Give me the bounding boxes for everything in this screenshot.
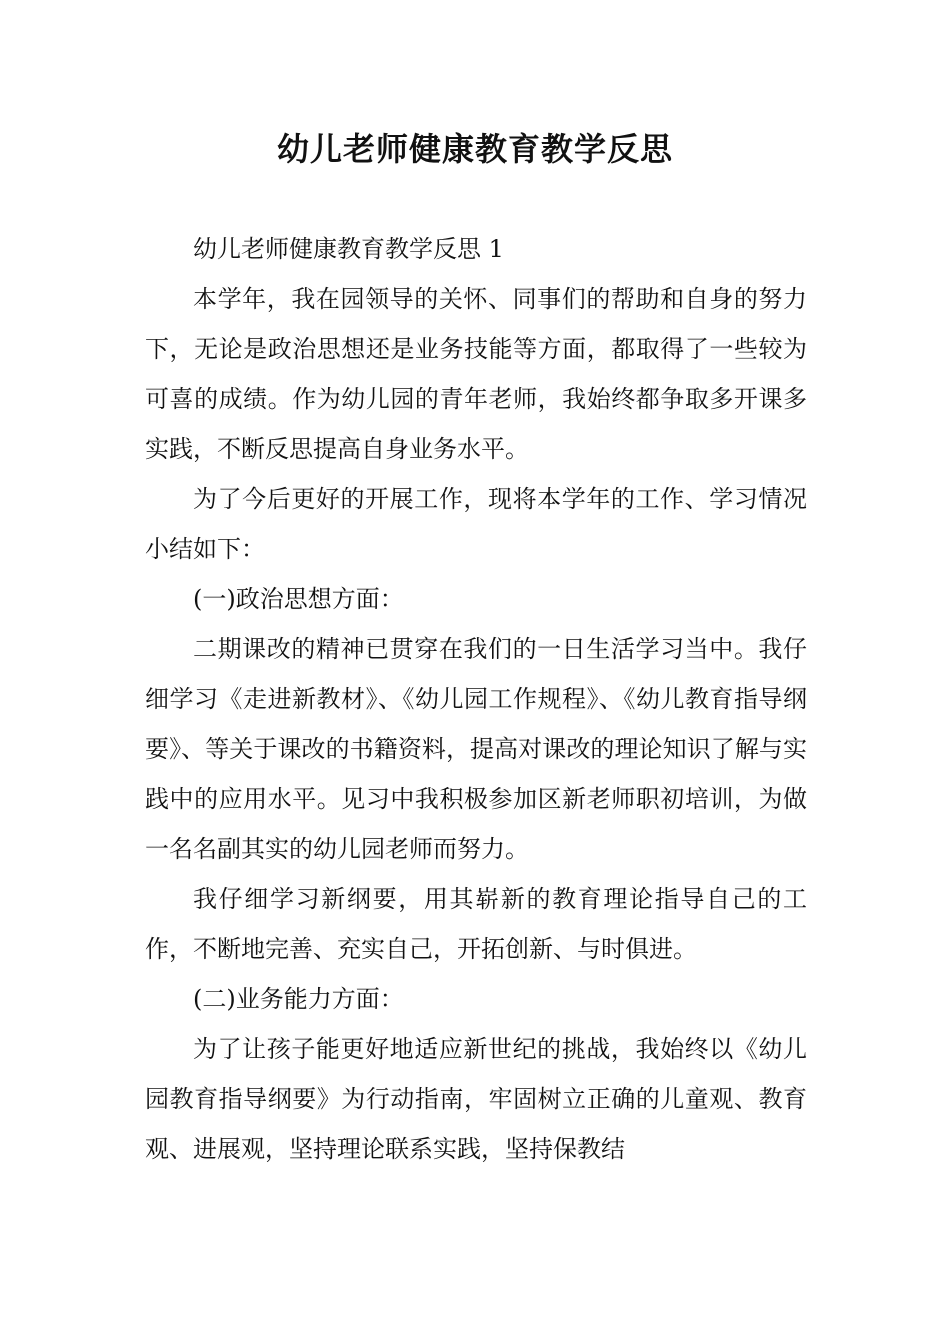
body-paragraph: 我仔细学习新纲要，用其崭新的教育理论指导自己的工作，不断地完善、充实自己，开拓创新、与时俱进。 [145,885,807,963]
document-title: 幼儿老师健康教育教学反思 [276,130,673,168]
subsection-heading: (一)政治思想方面： [193,585,404,613]
body-paragraph: 为了让孩子能更好地适应新世纪的挑战，我始终以《幼儿园教育指导纲要》为行动指南，牢固树立正确的儿童观、教育观、进展观，坚持理论联系实践，坚持保教结 [145,1035,807,1163]
body-paragraph: 二期课改的精神已贯穿在我们的一日生活学习当中。我仔细学习《走进新教材》、《幼儿园工作规程》、《幼儿教育指导纲要》、等关于课改的书籍资料，提高对课改的理论知识了解与实践中的应用水平。见习中我积极参加区新老师职初培训，为做一名名副其实的幼儿园老师而努力。 [145,635,807,863]
body-paragraph: 本学年，我在园领导的关怀、同事们的帮助和自身的努力下，无论是政治思想还是业务技能等方面，都取得了一些较为可喜的成绩。作为幼儿园的青年老师，我始终都争取多开课多实践，不断反思提高自身业务水平。 [145,285,807,463]
body-paragraph: 为了今后更好的开展工作，现将本学年的工作、学习情况小结如下： [145,485,807,563]
subsection-heading: (二)业务能力方面： [193,985,404,1013]
section-heading: 幼儿老师健康教育教学反思 1 [193,235,504,263]
document-body [145,224,807,1174]
